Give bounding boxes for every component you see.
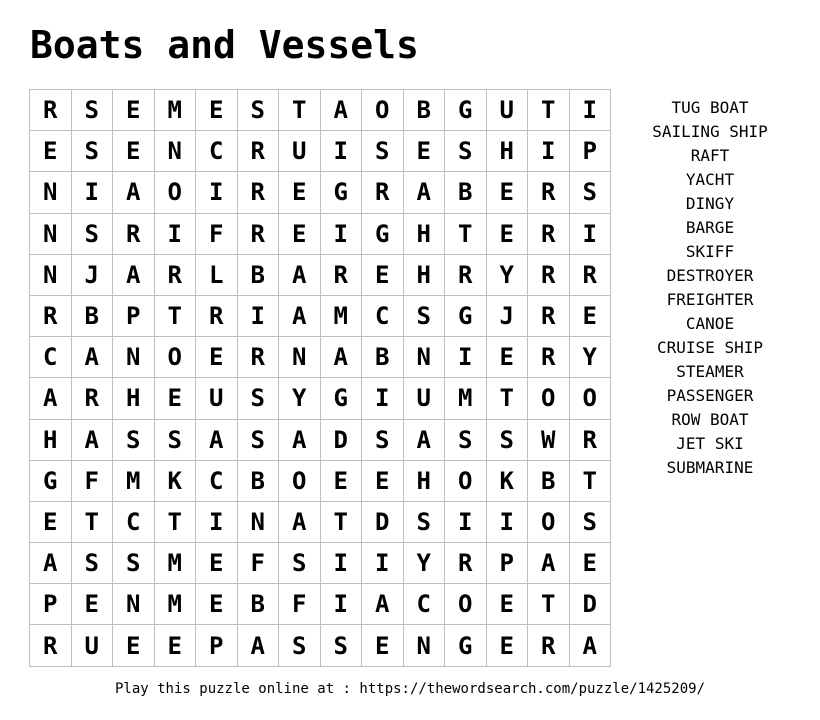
grid-cell[interactable]: I — [487, 502, 529, 543]
grid-cell[interactable]: N — [238, 502, 280, 543]
grid-cell[interactable]: R — [570, 420, 612, 461]
grid-cell[interactable]: N — [279, 337, 321, 378]
grid-cell[interactable]: R — [113, 214, 155, 255]
grid-cell[interactable]: A — [30, 543, 72, 584]
grid-cell[interactable]: C — [113, 502, 155, 543]
grid-cell[interactable]: I — [570, 90, 612, 131]
grid-cell[interactable]: A — [279, 420, 321, 461]
grid-cell[interactable]: S — [279, 543, 321, 584]
grid-cell[interactable]: A — [279, 255, 321, 296]
grid-cell[interactable]: E — [487, 625, 529, 666]
grid-cell[interactable]: D — [362, 502, 404, 543]
grid-cell[interactable]: B — [404, 90, 446, 131]
grid-cell[interactable]: O — [362, 90, 404, 131]
grid-cell[interactable]: A — [404, 172, 446, 213]
grid-cell[interactable]: R — [445, 255, 487, 296]
word-list-item: SKIFF — [685, 242, 735, 261]
grid-cell[interactable]: T — [487, 378, 529, 419]
grid-cell[interactable]: I — [321, 543, 363, 584]
grid-cell[interactable]: P — [487, 543, 529, 584]
grid-cell[interactable]: B — [362, 337, 404, 378]
grid-cell[interactable]: Y — [279, 378, 321, 419]
grid-cell[interactable]: S — [238, 420, 280, 461]
grid-cell[interactable]: O — [155, 337, 197, 378]
grid-cell[interactable]: R — [238, 337, 280, 378]
grid-cell[interactable]: C — [196, 461, 238, 502]
grid-cell[interactable]: P — [570, 131, 612, 172]
grid-cell[interactable]: A — [30, 378, 72, 419]
grid-cell[interactable]: G — [445, 90, 487, 131]
grid-cell[interactable]: I — [72, 172, 114, 213]
grid-cell[interactable]: B — [238, 584, 280, 625]
grid-cell[interactable]: P — [196, 625, 238, 666]
grid-cell[interactable]: I — [362, 543, 404, 584]
grid-cell[interactable]: I — [362, 378, 404, 419]
grid-cell[interactable]: R — [445, 543, 487, 584]
grid-cell[interactable]: O — [528, 502, 570, 543]
grid-cell[interactable]: C — [404, 584, 446, 625]
word-list-item: BARGE — [685, 218, 735, 237]
grid-cell[interactable]: E — [72, 584, 114, 625]
grid-cell[interactable]: Y — [404, 543, 446, 584]
grid-cell[interactable]: C — [362, 296, 404, 337]
grid-cell[interactable]: B — [238, 255, 280, 296]
grid-cell[interactable]: O — [155, 172, 197, 213]
grid-cell[interactable]: S — [72, 90, 114, 131]
grid-cell[interactable]: I — [321, 584, 363, 625]
grid-cell[interactable]: I — [321, 131, 363, 172]
grid-cell[interactable]: F — [279, 584, 321, 625]
word-list-item: SUBMARINE — [666, 458, 754, 477]
grid-cell[interactable]: H — [404, 214, 446, 255]
grid-cell[interactable]: R — [528, 296, 570, 337]
grid-cell[interactable]: D — [321, 420, 363, 461]
word-list — [630, 96, 790, 480]
grid-cell[interactable]: E — [196, 584, 238, 625]
grid-cell[interactable]: M — [113, 461, 155, 502]
grid-cell[interactable]: W — [528, 420, 570, 461]
grid-cell[interactable]: E — [487, 214, 529, 255]
grid-cell[interactable]: S — [570, 502, 612, 543]
grid-cell[interactable]: A — [404, 420, 446, 461]
grid-cell[interactable]: H — [113, 378, 155, 419]
grid-cell[interactable]: E — [30, 131, 72, 172]
grid-cell[interactable]: U — [196, 378, 238, 419]
puzzle-title: Boats and Vessels — [30, 23, 419, 67]
grid-cell[interactable]: S — [404, 502, 446, 543]
grid-cell[interactable]: G — [445, 296, 487, 337]
word-list-item: TUG BOAT — [671, 98, 749, 117]
grid-cell[interactable]: K — [155, 461, 197, 502]
grid-cell[interactable]: G — [321, 172, 363, 213]
word-list-item: PASSENGER — [666, 386, 754, 405]
grid-cell[interactable]: S — [113, 543, 155, 584]
grid-cell[interactable]: R — [238, 172, 280, 213]
grid-cell[interactable]: N — [113, 584, 155, 625]
grid-cell[interactable]: D — [570, 584, 612, 625]
grid-cell[interactable]: R — [196, 296, 238, 337]
grid-cell[interactable]: I — [445, 502, 487, 543]
grid-cell[interactable]: E — [113, 625, 155, 666]
grid-cell[interactable]: S — [155, 420, 197, 461]
grid-cell[interactable]: M — [155, 90, 197, 131]
grid-cell[interactable]: S — [445, 131, 487, 172]
grid-cell[interactable]: B — [72, 296, 114, 337]
grid-cell[interactable]: N — [404, 625, 446, 666]
grid-cell[interactable]: E — [30, 502, 72, 543]
grid-cell[interactable]: M — [445, 378, 487, 419]
word-list-item: RAFT — [690, 146, 730, 165]
grid-cell[interactable]: E — [362, 461, 404, 502]
grid-cell[interactable]: T — [155, 502, 197, 543]
grid-cell[interactable]: S — [72, 131, 114, 172]
grid-cell[interactable]: M — [155, 584, 197, 625]
grid-cell[interactable]: P — [30, 584, 72, 625]
grid-cell[interactable]: A — [72, 337, 114, 378]
grid-cell[interactable]: S — [238, 90, 280, 131]
grid-cell[interactable]: O — [279, 461, 321, 502]
grid-cell[interactable]: B — [528, 461, 570, 502]
grid-cell[interactable]: I — [238, 296, 280, 337]
grid-cell[interactable]: N — [30, 255, 72, 296]
grid-cell[interactable]: E — [113, 90, 155, 131]
grid-cell[interactable]: T — [321, 502, 363, 543]
grid-cell[interactable]: U — [487, 90, 529, 131]
grid-cell[interactable]: S — [321, 625, 363, 666]
grid-cell[interactable]: T — [72, 502, 114, 543]
word-list-item: DESTROYER — [666, 266, 754, 285]
word-list-item: STEAMER — [676, 362, 744, 381]
grid-cell[interactable]: R — [528, 172, 570, 213]
grid-cell[interactable]: S — [445, 420, 487, 461]
grid-cell[interactable]: R — [528, 255, 570, 296]
grid-cell[interactable]: E — [196, 543, 238, 584]
grid-cell[interactable]: I — [155, 214, 197, 255]
grid-cell[interactable]: E — [362, 625, 404, 666]
grid-cell[interactable]: S — [362, 131, 404, 172]
grid-cell[interactable]: A — [321, 337, 363, 378]
grid-cell[interactable]: M — [321, 296, 363, 337]
grid-cell[interactable]: T — [279, 90, 321, 131]
grid-cell[interactable]: T — [570, 461, 612, 502]
grid-cell[interactable]: A — [279, 296, 321, 337]
grid-cell[interactable]: G — [362, 214, 404, 255]
grid-cell[interactable]: H — [404, 255, 446, 296]
grid-cell[interactable]: S — [362, 420, 404, 461]
grid-cell[interactable]: A — [362, 584, 404, 625]
grid-cell[interactable]: H — [487, 131, 529, 172]
grid-cell[interactable]: E — [487, 584, 529, 625]
word-list-item: DINGY — [685, 194, 735, 213]
grid-cell[interactable]: E — [570, 543, 612, 584]
grid-cell[interactable]: H — [30, 420, 72, 461]
grid-cell[interactable]: T — [528, 584, 570, 625]
grid-cell[interactable]: I — [321, 214, 363, 255]
grid-cell[interactable]: T — [155, 296, 197, 337]
grid-cell[interactable]: E — [570, 296, 612, 337]
grid-cell[interactable]: R — [528, 337, 570, 378]
grid-cell[interactable]: R — [155, 255, 197, 296]
grid-cell[interactable]: E — [196, 90, 238, 131]
grid-cell[interactable]: O — [570, 378, 612, 419]
grid-cell[interactable]: N — [113, 337, 155, 378]
grid-cell[interactable]: E — [155, 625, 197, 666]
grid-cell[interactable]: I — [528, 131, 570, 172]
grid-cell[interactable]: S — [279, 625, 321, 666]
grid-cell[interactable]: E — [362, 255, 404, 296]
grid-cell[interactable]: F — [238, 543, 280, 584]
grid-cell[interactable]: A — [238, 625, 280, 666]
grid-cell[interactable]: N — [30, 214, 72, 255]
grid-cell[interactable]: C — [196, 131, 238, 172]
grid-cell[interactable]: A — [113, 172, 155, 213]
grid-cell[interactable]: T — [445, 214, 487, 255]
grid-cell[interactable]: F — [72, 461, 114, 502]
grid-cell[interactable]: R — [72, 378, 114, 419]
grid-cell[interactable]: G — [30, 461, 72, 502]
grid-cell[interactable]: A — [196, 420, 238, 461]
grid-cell[interactable]: F — [196, 214, 238, 255]
word-list-item: JET SKI — [676, 434, 744, 453]
grid-cell[interactable]: A — [321, 90, 363, 131]
grid-cell[interactable]: E — [155, 378, 197, 419]
grid-cell[interactable]: E — [404, 131, 446, 172]
grid-cell[interactable]: M — [155, 543, 197, 584]
grid-cell[interactable]: E — [196, 337, 238, 378]
grid-cell[interactable]: B — [445, 172, 487, 213]
grid-cell[interactable]: S — [113, 420, 155, 461]
grid-cell[interactable]: N — [155, 131, 197, 172]
grid-cell[interactable]: U — [279, 131, 321, 172]
grid-cell[interactable]: O — [528, 378, 570, 419]
footer-text: Play this puzzle online at : https://thewordsearch.com/puzzle/1425209/ — [114, 681, 705, 697]
grid-cell[interactable]: S — [404, 296, 446, 337]
grid-cell[interactable]: O — [445, 461, 487, 502]
grid-cell[interactable]: R — [238, 214, 280, 255]
grid-cell[interactable]: R — [528, 625, 570, 666]
word-list-item: FREIGHTER — [666, 290, 754, 309]
word-list-item: YACHT — [685, 170, 735, 189]
grid-cell[interactable]: I — [196, 502, 238, 543]
grid-cell[interactable]: N — [30, 172, 72, 213]
grid-cell[interactable]: R — [321, 255, 363, 296]
grid-cell[interactable]: R — [30, 90, 72, 131]
grid-cell[interactable]: A — [570, 625, 612, 666]
word-list-item: ROW BOAT — [671, 410, 749, 429]
word-list-item: CRUISE SHIP — [657, 338, 763, 357]
grid-cell[interactable]: O — [445, 584, 487, 625]
grid-cell[interactable]: S — [487, 420, 529, 461]
grid-cell[interactable]: R — [528, 214, 570, 255]
letter-grid — [29, 89, 611, 667]
grid-cell[interactable]: T — [528, 90, 570, 131]
grid-cell[interactable]: S — [72, 543, 114, 584]
grid-cell[interactable]: P — [113, 296, 155, 337]
grid-cell[interactable]: E — [113, 131, 155, 172]
word-list-item: CANOE — [685, 314, 735, 333]
grid-cell[interactable]: A — [528, 543, 570, 584]
grid-cell[interactable]: A — [113, 255, 155, 296]
grid-cell[interactable]: E — [279, 172, 321, 213]
grid-cell[interactable]: E — [279, 214, 321, 255]
grid-cell[interactable]: H — [404, 461, 446, 502]
grid-cell[interactable]: B — [238, 461, 280, 502]
grid-cell[interactable]: E — [487, 337, 529, 378]
grid-cell[interactable]: C — [30, 337, 72, 378]
grid-cell[interactable]: S — [570, 172, 612, 213]
grid-cell[interactable]: Y — [570, 337, 612, 378]
grid-cell[interactable]: I — [445, 337, 487, 378]
grid-cell[interactable]: A — [279, 502, 321, 543]
word-list-item: SAILING SHIP — [652, 122, 768, 141]
grid-cell[interactable]: I — [570, 214, 612, 255]
grid-cell[interactable]: R — [30, 296, 72, 337]
grid-cell[interactable]: A — [72, 420, 114, 461]
grid-cell[interactable]: L — [196, 255, 238, 296]
grid-cell[interactable]: I — [196, 172, 238, 213]
grid-cell[interactable]: R — [362, 172, 404, 213]
grid-cell[interactable]: J — [487, 296, 529, 337]
grid-cell[interactable]: S — [238, 378, 280, 419]
grid-cell[interactable]: R — [238, 131, 280, 172]
grid-cell[interactable]: Y — [487, 255, 529, 296]
grid-cell[interactable]: E — [321, 461, 363, 502]
grid-cell[interactable]: U — [72, 625, 114, 666]
grid-cell[interactable]: R — [30, 625, 72, 666]
grid-cell[interactable]: R — [570, 255, 612, 296]
grid-cell[interactable]: E — [487, 172, 529, 213]
grid-cell[interactable]: J — [72, 255, 114, 296]
grid-cell[interactable]: S — [72, 214, 114, 255]
grid-cell[interactable]: G — [321, 378, 363, 419]
grid-cell[interactable]: G — [445, 625, 487, 666]
grid-cell[interactable]: K — [487, 461, 529, 502]
grid-cell[interactable]: U — [404, 378, 446, 419]
grid-cell[interactable]: N — [404, 337, 446, 378]
